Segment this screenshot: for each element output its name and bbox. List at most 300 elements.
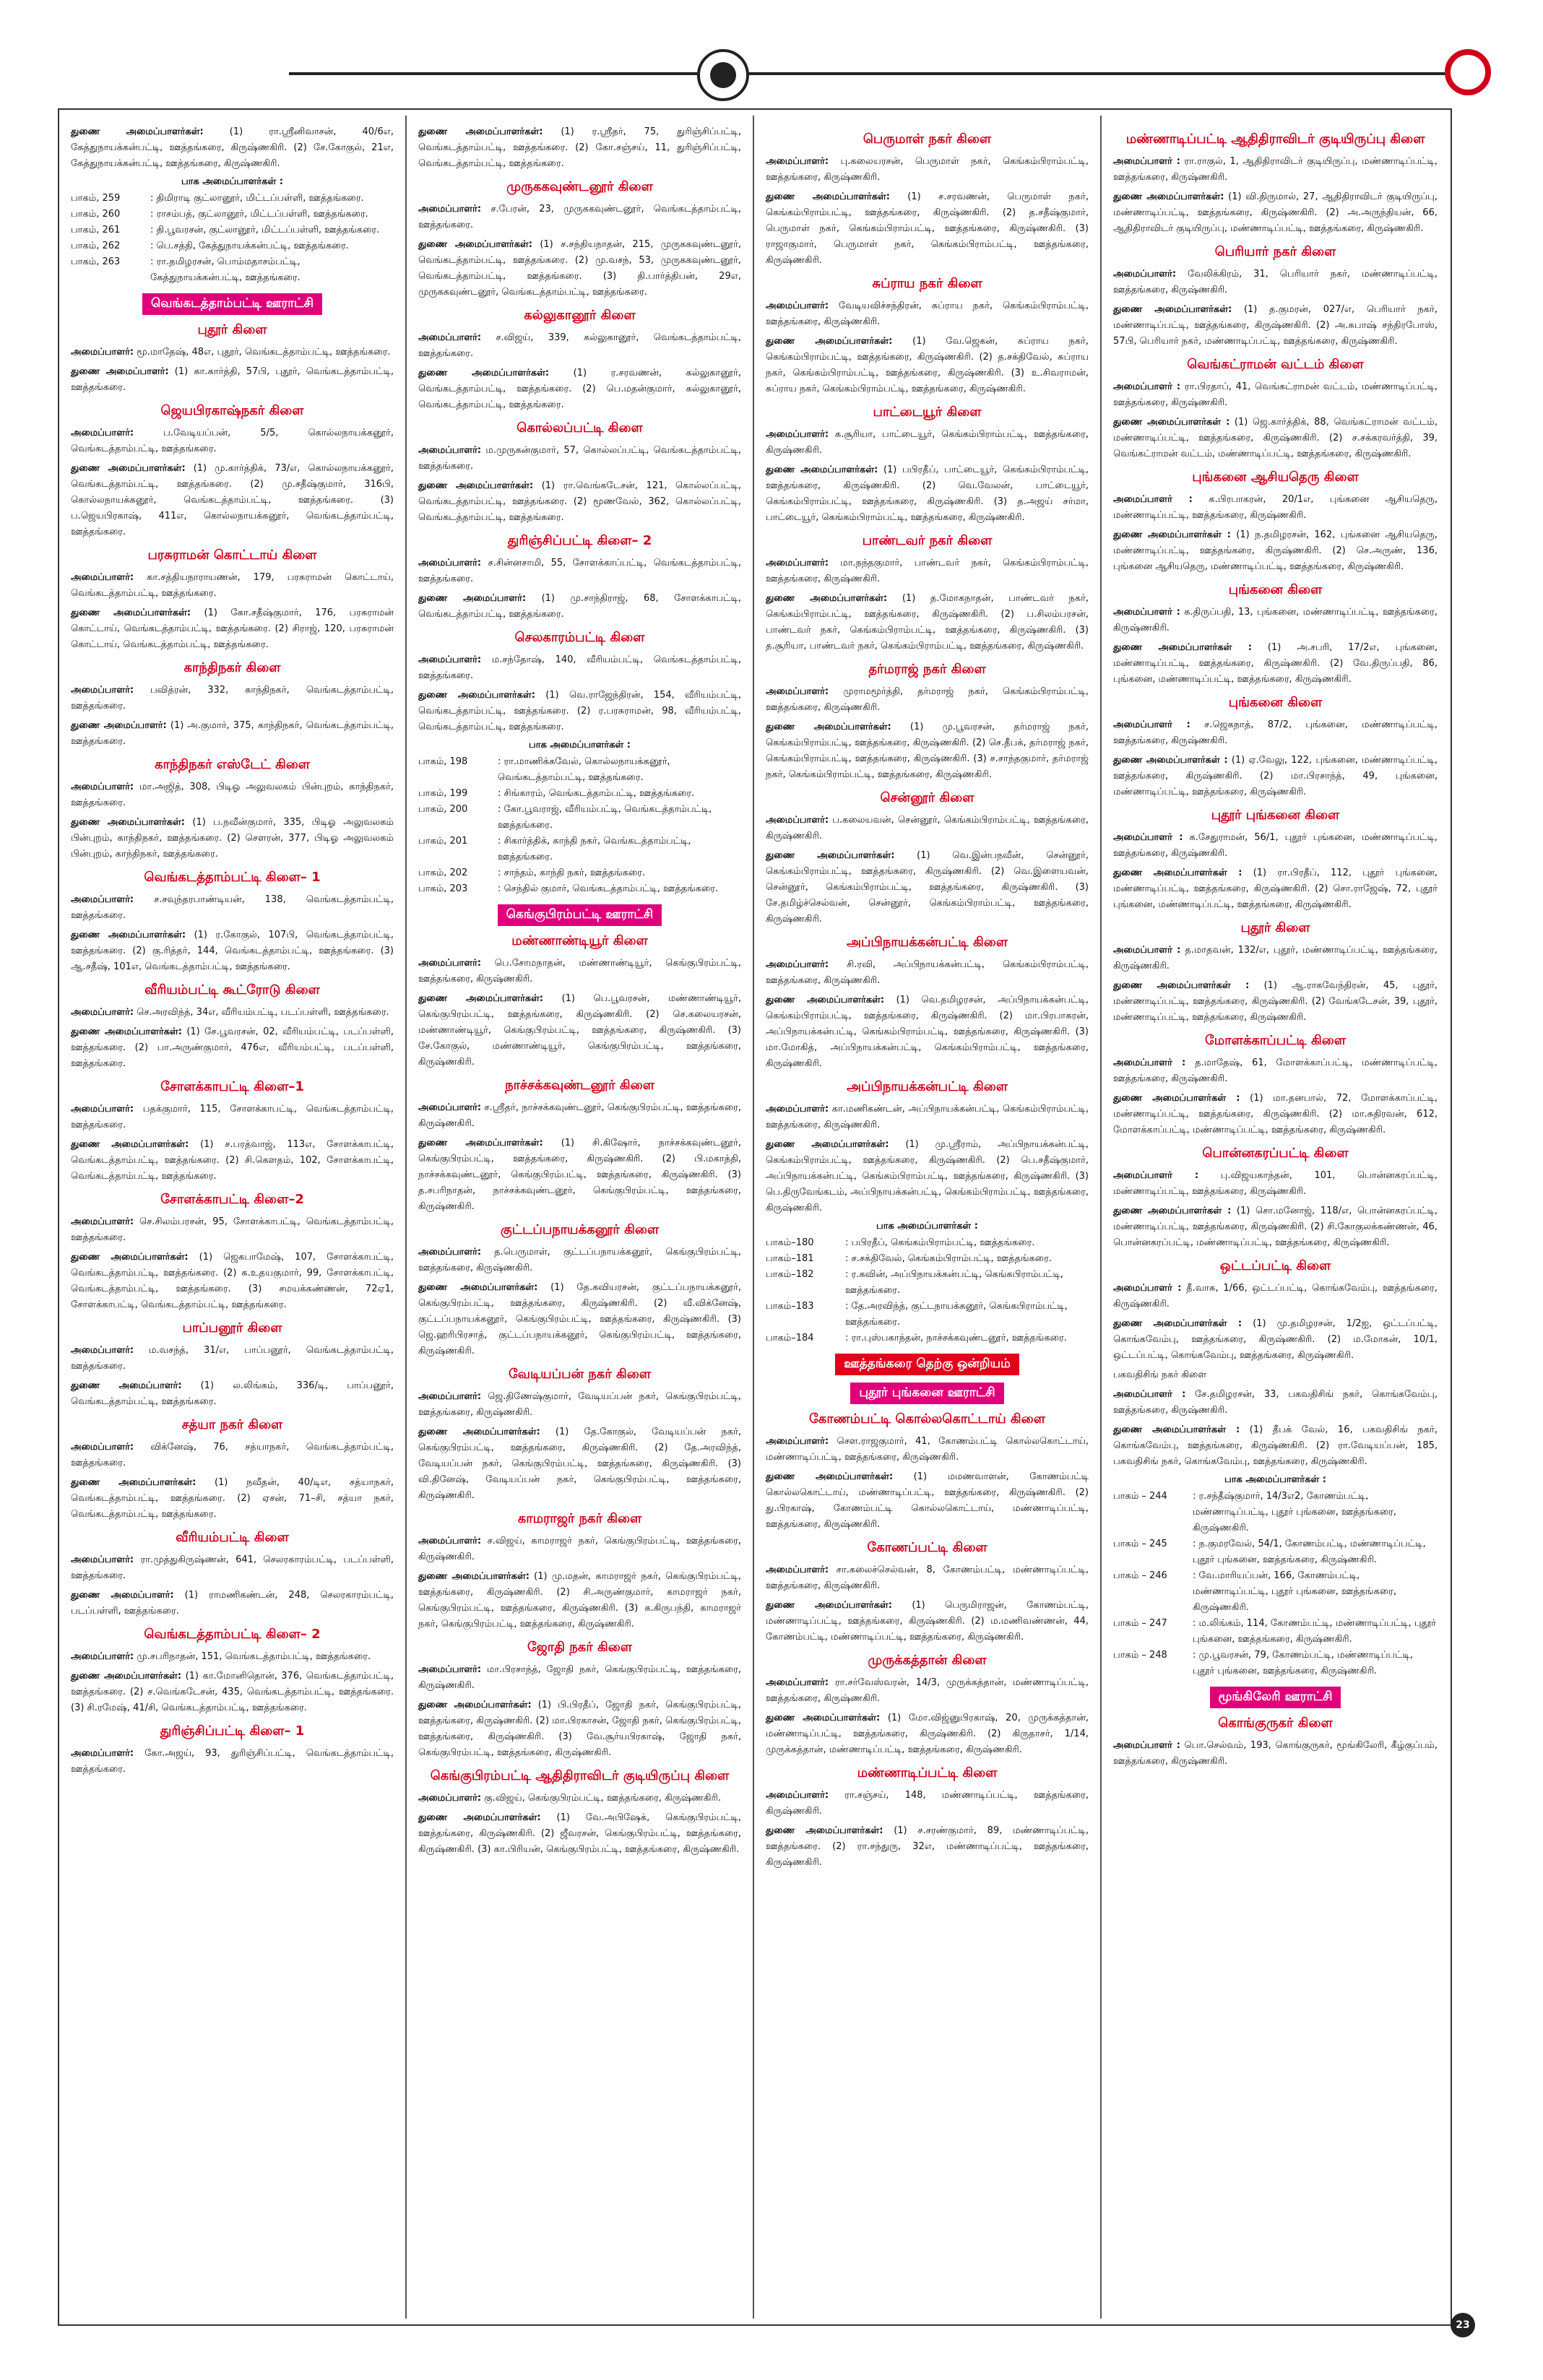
branch-heading: நாச்சக்கவுண்டனூர் கிளை: [505, 1078, 654, 1093]
member-entry: [766, 684, 1089, 716]
member-details: (1) வே.அபிஷேக், கெங்குபிரம்பட்டி, ஊத்தங்கரை, கிருஷ்ணகிரி. (2) ஜீவரசன், கெங்குபிரம்பட்டி, ஊத்தங்கரை, கிருஷ்ணகிரி. (3) கா.பிரியன், கெங்குபிரம்பட்டி, ஊத்தங்கரை, கிருஷ்ணகிரி.: [418, 1812, 741, 1855]
member-entry: [418, 956, 741, 987]
booth-number: பாகம்–184: [766, 1333, 814, 1343]
branch-heading: புதூர் புங்கனை கிளை: [1211, 808, 1340, 823]
member-details: பு.விஜயகாந்தன், 101, பொன்னகரப்பட்டி, மண்ணாடிப்பட்டி, ஊத்தங்கரை, கிருஷ்ணகிரி.: [1113, 1170, 1438, 1197]
role-label: துணை அமைப்பாளர்கள்:: [418, 1282, 538, 1293]
role-label: துணை அமைப்பாளர்:: [418, 593, 527, 604]
member-details: த.பெருமாள், குட்டப்பநாயக்கனூர், கெங்குபிரம்பட்டி, ஊத்தங்கரை, கிருஷ்ணகிரி.: [418, 1247, 741, 1273]
member-details: சி.ரவி, அப்பிநாயக்கன்பட்டி, கெங்கம்பிராம்பட்டி, ஊத்தங்கரை, கிருஷ்ணகிரி.: [766, 959, 1089, 986]
member-details: (1) பெ.பூவரசன், மண்ணாண்டியூர், கெங்குபிரம்பட்டி, ஊத்தங்கரை, கிருஷ்ணகிரி. (2) செ.கலையரசன், மண்ணாண்டியூர், கெங்குபிரம்பட்டி, ஊத்தங்கரை, கிருஷ்ணகிரி. (3) சே.கோகுல், மண்ணாண்டியூர், கெங்குபிரம்பட்டி, ஊத்தங்கரை, கிருஷ்ணகிரி.: [418, 993, 742, 1068]
role-label: துணை அமைப்பாளர்கள்:: [766, 850, 895, 861]
member-entry: [418, 652, 741, 684]
booth-row: [71, 238, 394, 254]
booth-member: : மு.பூவரசன், 79, கோணம்பட்டி, மண்ணாடிப்பட்டி, புதூர் புங்கனை, ஊத்தங்கரை, கிருஷ்ணகிரி.: [1193, 1650, 1413, 1676]
role-label: அமைப்பாளர்:: [766, 1677, 829, 1688]
member-entry: [766, 154, 1089, 186]
member-details: (1) ஜெகபாமேஷ், 107, சோளக்காபட்டி, வெங்கடத்தாம்பட்டி, ஊத்தங்கரை. (2) க.உதயகுமார், 99, சோளக்காபட்டி, வெங்கடத்தாம்பட்டி, ஊத்தங்கரை. (3) சமயக்கண்ணன், 72ஏ1, சோளக்காபட்டி, வெங்கடத்தாம்பட்டி, ஊத்தங்கரை.: [71, 1252, 394, 1310]
role-label: துணை அமைப்பாளர்கள்:: [418, 126, 543, 137]
member-details: (1) ச.சந்தியநாதன், 215, முருககவுண்டனூர், வெங்கடத்தாம்பட்டி, ஊத்தங்கரை. (2) மு.வசந், 53, முருககவுண்டனூர், வெங்கடத்தாம்பட்டி, ஊத்தங்கரை. (3) தி.பார்த்திபன், 29எ, முருககவுண்டனூர், வெங்கடத்தாம்பட்டி, ஊத்தங்கரை.: [418, 239, 742, 298]
role-label: அமைப்பாளர்:: [71, 347, 134, 358]
branch-heading: தர்மராஜ் நகர் கிளை: [868, 662, 986, 677]
role-label: அமைப்பாளர் :: [1113, 1389, 1186, 1400]
member-details: பு.கலையரசன், பெருமாள் நகர், கெங்கம்பிராம்பட்டி, ஊத்தங்கரை, கிருஷ்ணகிரி.: [766, 156, 1089, 183]
member-entry: [766, 1788, 1089, 1819]
member-details: கு.விஜய், கெங்குபிரம்பட்டி, ஊத்தங்கரை, கிருஷ்ணகிரி.: [484, 1793, 722, 1804]
member-details: (1) மமணவாளன், கோணம்பட்டி கொல்லகொட்டாய், மண்ணாடிப்பட்டி, ஊத்தங்கரை, கிருஷ்ணகிரி. (2) து.பிரகாஷ், கோணம்பட்டி கொல்லகொட்டாய், மண்ணாடிப்பட்டி, ஊத்தங்கரை, கிருஷ்ணகிரி.: [766, 1471, 1089, 1530]
booth-row: [418, 834, 741, 865]
member-entry: [766, 719, 1089, 783]
role-label: அமைப்பாளர் :: [1113, 381, 1181, 392]
booth-member: : ம.லிங்கம், 114, கோணம்பட்டி, மண்ணாடிப்பட்டி, புதூர் புங்கனை, ஊத்தங்கரை, கிருஷ்ணகிரி.: [1193, 1618, 1436, 1645]
member-details: (1) வி.திருமால், 27, ஆதிதிராவிடர் குடியிருப்பு, மண்ணாடிப்பட்டி, ஊத்தங்கரை, கிருஷ்ணகிரி. (2) அ.அருந்தியன், 66, ஆதிதிராவிடர் குடியிருப்பு, மண்ணாடிப்பட்டி, ஊத்தங்கரை, கிருஷ்ணகிரி.: [1113, 191, 1438, 234]
panchayat-banner: புதூர் புங்கனை ஊராட்சி: [850, 1382, 1003, 1404]
member-entry: [71, 1137, 394, 1185]
section-subheading: பாக அமைப்பாளர்கள் :: [529, 740, 631, 750]
member-details: ச.சவுந்தரபாண்டியன், 138, வெங்கடத்தாம்பட்டி, ஊத்தங்கரை.: [71, 894, 394, 921]
role-label: துணை அமைப்பாளர்கள்:: [418, 1427, 540, 1437]
member-details: (1) ர.கோகுல், 107பி, வெங்கடத்தாம்பட்டி, ஊத்தங்கரை. (2) கு.ரித்தர், 144, வெங்கடத்தாம்பட்டி, ஊத்தங்கரை. (3) ஆ.சதீஷ், 101எ, வெங்கடத்தாம்பட்டி, ஊத்தங்கரை.: [71, 930, 394, 972]
role-label: துணை அமைப்பாளர்கள் :: [1113, 417, 1230, 428]
member-entry: [766, 992, 1089, 1072]
member-details: வேலிக்கிரம், 31, பெரியார் நகர், மண்ணாடிப்பட்டி, ஊத்தங்கரை, கிருஷ்ணகிரி.: [1113, 269, 1438, 295]
columns: [59, 116, 1451, 2319]
member-details: விக்னேஷ், 76, சத்யாநகர், வெங்கடத்தாம்பட்டி, ஊத்தங்கரை.: [71, 1442, 394, 1468]
booth-row: [1113, 1648, 1438, 1679]
role-label: அமைப்பாளர்:: [1113, 269, 1177, 280]
booth-member: : பபிரதீப், கெங்கம்பிராம்பட்டி, ஊத்தங்கரை.: [845, 1237, 1035, 1248]
branch-heading: ஜெயபிரகாஷ்நகர் கிளை: [160, 403, 304, 418]
booth-member: : ர.கவின், அப்பிநாயக்கன்பட்டி, கெங்கபிராம்பட்டி, ஊத்தங்கரை.: [845, 1269, 1063, 1296]
page-number-badge: 23: [1451, 2313, 1475, 2337]
role-label: துணை அமைப்பாளர்கள்:: [71, 1477, 196, 1488]
role-label: துணை அமைப்பாளர்கள்:: [766, 1600, 892, 1611]
role-label: அமைப்பாளர்:: [766, 1104, 829, 1115]
member-entry: [71, 815, 394, 862]
role-label: துணை அமைப்பாளர்கள்:: [418, 1138, 543, 1148]
booth-row: [71, 207, 394, 222]
member-details: (1) சே.பூவரசன், 02, வீரியம்பட்டி, படப்பள்ளி, ஊத்தங்கரை. (2) பா.அருண்குமார், 476எ, வீரியம்பட்டி, படப்பள்ளி, ஊத்தங்கரை.: [71, 1026, 394, 1069]
branch-heading: குட்டப்பநாயக்கனூர் கிளை: [500, 1222, 660, 1237]
role-label: அமைப்பாளர்:: [71, 1651, 134, 1662]
role-label: அமைப்பாளர்:: [71, 1345, 134, 1356]
booth-row: [418, 881, 741, 897]
member-entry: [766, 555, 1089, 587]
role-label: அமைப்பாளர்:: [418, 1664, 482, 1675]
member-details: (1) வெ.தமிழரசன், அப்பிநாயக்கன்பட்டி, கெங்கம்பிராம்பட்டி, ஊத்தங்கரை, கிருஷ்ணகிரி. (2) மா.பிரபாகரன், அப்பிநாயக்கன்பட்டி, கெங்கம்பிராம்பட்டி, ஊத்தங்கரை, கிருஷ்ணகிரி. (3) மா.மோகித், அப்பிநாயக்கன்பட்டி, கெங்கம்பிராம்பட்டி, ஊத்தங்கரை, கிருஷ்ணகிரி.: [766, 995, 1089, 1069]
member-details: (1) மு.தமிழரசன், 1/2ஐ, ஒட்டப்பட்டி, கொங்கவேம்பு, ஊத்தங்கரை, கிருஷ்ணகிரி. (2) ம.மோகன், 10/1, ஒட்டப்பட்டி, கொங்கவேம்பு, ஊத்தங்கரை, கிருஷ்ணகிரி.: [1113, 1318, 1438, 1361]
role-label: அமைப்பாளர்:: [418, 445, 482, 456]
member-details: ஜெ.திணேஷ்குமார், வேடியப்பன் நகர், கெங்குபிரம்பட்டி, ஊத்தங்கரை, கிருஷ்ணகிரி.: [418, 1391, 741, 1418]
member-details: (1) ஆ.ராகவேந்திரன், 45, புதூர், மண்ணாடிப்பட்டி, ஊத்தங்கரை, கிருஷ்ணகிரி. (2) வேங்கடேசன், 39, புதூர், மண்ணாடிப்பட்டி, ஊத்தங்கரை, கிருஷ்ணகிரி.: [1113, 980, 1438, 1023]
booth-row: [1113, 1616, 1438, 1648]
branch-heading: புதூர் கிளை: [197, 322, 267, 337]
booth-number: பாகம்–180: [766, 1237, 814, 1248]
booth-row: [71, 254, 394, 286]
booth-number: பாகம், 199: [418, 788, 468, 799]
member-details: க.திருப்பதி, 13, புங்கனை, மண்ணாடிப்பட்டி, ஊத்தங்கரை, கிருஷ்ணகிரி.: [1113, 607, 1438, 633]
member-entry: [418, 1135, 741, 1215]
member-details: (1) ராமணிகண்டன், 248, செலரகாரம்பட்டி, படப்பள்ளி, ஊத்தங்கரை.: [71, 1590, 394, 1617]
member-details: (1) ரா.வெங்கடேசன், 121, கொல்லப்பட்டி, வெங்கடத்தாம்பட்டி, ஊத்தங்கரை. (2) மூணவேல், 362, கொல்லப்பட்டி, வெங்கடத்தாம்பட்டி, ஊத்தங்கரை.: [418, 480, 742, 523]
role-label: துணை அமைப்பாளர்கள்:: [71, 1026, 182, 1037]
member-details: (1) வே.ஜெகன், சுப்ராய நகர், கெங்கம்பிராம்பட்டி, ஊத்தங்கரை, கிருஷ்ணகிரி. (2) த.சக்திவேல், சுப்ராய நகர், கெங்கம்பிராம்பட்டி, ஊத்தங்கரை, கிருஷ்ணகிரி. (3) உ.சிவராமன், சுப்ராய நகர், கெங்கம்பிராம்பட்டி, ஊத்தங்கரை, கிருஷ்ணகிரி.: [766, 336, 1089, 394]
member-details: (1) ர.ஸ்ரீதர், 75, துரிஞ்சிப்பட்டி, வெங்கடத்தாம்பட்டி, ஊத்தங்கரை. (2) கோ.சஞ்சய், 11, துரிஞ்சிப்பட்டி, வெங்கடத்தாம்பட்டி, ஊத்தங்கரை.: [418, 126, 741, 169]
booth-member: : ரா.மாணிக்கவேல், கொல்லநாயக்கனூர், வெங்கடத்தாம்பட்டி, ஊத்தங்கரை.: [498, 756, 670, 783]
member-entry: [71, 345, 394, 360]
member-details: ரா.சஞ்சய், 148, மண்ணாடிப்பட்டி, ஊத்தங்கரை, கிருஷ்ணகிரி.: [766, 1790, 1089, 1817]
booth-row: [71, 222, 394, 238]
member-entry: [71, 683, 394, 714]
branch-heading: கொல்லப்பட்டி கிளை: [517, 420, 643, 436]
member-entry: [418, 688, 741, 735]
member-entry: [71, 1588, 394, 1619]
booth-number: பாகம், 202: [418, 867, 468, 878]
branch-heading: செலகாரம்பட்டி கிளை: [514, 630, 645, 645]
branch-heading: புங்கனை ஆசியதெரு கிளை: [1192, 469, 1359, 485]
role-label: துணை அமைப்பாளர்கள் :: [1113, 529, 1231, 540]
branch-heading: துரிஞ்சிப்பட்டி கிளை– 2: [507, 533, 652, 548]
branch-heading: மண்ணாடிப்பட்டி ஆதிதிராவிடர் குடியிருப்பு கிளை: [1125, 131, 1425, 147]
role-label: துணை அமைப்பாளர்கள்:: [766, 191, 890, 202]
member-details: (1) மு.மதன், காமராஜர் நகர், கெங்குபிரம்பட்டி, ஊத்தங்கரை, கிருஷ்ணகிரி. (2) சி.அருண்குமார், காமராஜர் நகர், கெங்குபிரம்பட்டி, ஊத்தங்கரை, கிருஷ்ணகிரி. (3) க.கிருபந்தி, காமராஜர் நகர், கெங்குபிரம்பட்டி, ஊத்தங்கரை, கிருஷ்ணகிரி.: [418, 1571, 741, 1630]
member-entry: [71, 1214, 394, 1246]
panchayat-banner: கெங்குபிரம்பட்டி ஊராட்சி: [498, 904, 662, 926]
role-label: அமைப்பாளர் :: [1113, 719, 1190, 730]
booth-number: பாகம் – 245: [1113, 1539, 1167, 1549]
role-label: அமைப்பாளர்:: [766, 300, 829, 311]
member-entry: [71, 1746, 394, 1778]
role-label: துணை அமைப்பாளர்கள் :: [1113, 1206, 1232, 1216]
role-label: துணை அமைப்பாளர்கள்:: [418, 993, 544, 1004]
member-entry: [71, 1024, 394, 1072]
role-label: துணை அமைப்பாளர்கள்:: [71, 817, 185, 828]
role-label: துணை அமைப்பாளர்கள் :: [1113, 867, 1242, 878]
branch-heading: புங்கனை கிளை: [1228, 582, 1323, 597]
role-label: துணை அமைப்பாளர்கள் :: [1113, 1318, 1242, 1329]
member-details: (1) அ.குமார், 375, காந்திநகர், வெங்கடத்தாம்பட்டி, ஊத்தங்கரை.: [71, 720, 394, 747]
section-subheading: பாக அமைப்பாளர்கள் :: [181, 176, 283, 187]
member-entry: [766, 427, 1089, 459]
role-label: துணை அமைப்பாளர்கள்:: [71, 1252, 189, 1263]
booth-member: : தே.அரவிந்த், குட்டநாயக்கனூர், கெங்கபிராம்பட்டி, ஊத்தங்கரை.: [845, 1301, 1068, 1328]
role-label: துணை அமைப்பாளர்கள்:: [71, 1671, 182, 1682]
role-label: துணை அமைப்பாளர்கள்:: [71, 607, 191, 618]
member-entry: [1113, 753, 1438, 800]
member-entry: [71, 779, 394, 811]
section-subheading: பாக அமைப்பாளர்கள் :: [876, 1221, 978, 1232]
role-label: துணை அமைப்பாளர்கள் :: [1113, 1093, 1240, 1104]
member-details: மு.சபரிநாதன், 151, வெங்கடத்தாம்பட்டி, ஊத்தங்கரை.: [137, 1651, 371, 1662]
branch-heading: அப்பிநாயக்கன்பட்டி கிளை: [846, 935, 1008, 950]
role-label: துணை அமைப்பாளர்கள்:: [766, 1825, 883, 1836]
branch-heading: சத்யா நகர் கிளை: [181, 1417, 283, 1432]
member-details: (1) கா.மோனிதொன், 376, வெங்கடத்தாம்பட்டி, ஊத்தங்கரை. (2) ச.வெங்கடேசன், 435, வெங்கடத்தாம்பட்டி, ஊத்தங்கரை. (3) சி.ரமேஷ், 41/சி, வெங்கடத்தாம்பட்டி, ஊத்தங்கரை.: [71, 1671, 394, 1713]
member-details: கோ.அஜய், 93, துரிஞ்சிப்பட்டி, வெங்கடத்தாம்பட்டி, ஊத்தங்கரை.: [71, 1748, 394, 1775]
role-label: துணை அமைப்பாளர்கள்:: [766, 1139, 889, 1150]
section-subheading: பாக அமைப்பாளர்கள் :: [1224, 1474, 1326, 1485]
member-details: (1) மு.சாந்திராஜ், 68, சோளக்காபட்டி, வெங்கடத்தாம்பட்டி, ஊத்தங்கரை.: [418, 593, 742, 620]
member-details: மா.நந்தகுமார், பாண்டவர் நகர், கெங்கம்பிராம்பட்டி, ஊத்தங்கரை, கிருஷ்ணகிரி.: [766, 558, 1089, 584]
member-details: (1) த.மோகநாதன், பாண்டவர் நகர், கெங்கம்பிராம்பட்டி, ஊத்தங்கரை, கிருஷ்ணகிரி. (2) ப.சிலம்பரசன், பாண்டவர் நகர், கெங்கம்பிராம்பட்டி, ஊத்தங்கரை, கிருஷ்ணகிரி. (3) த.சூரியா, பாண்டவர் நகர், கெங்கம்பிராம்பட்டி, ஊத்தங்கரை, கிருஷ்ணகிரி.: [766, 593, 1089, 652]
branch-heading: சென்னூர் கிளை: [880, 790, 974, 805]
role-label: துணை அமைப்பாளர்கள்:: [71, 463, 186, 474]
member-details: பவித்ரன், 332, காந்திநகர், வெங்கடத்தாம்பட்டி, ஊத்தங்கரை.: [71, 685, 394, 711]
role-label: அமைப்பாளர்:: [71, 1748, 134, 1759]
role-label: துணை அமைப்பாளர்கள்:: [1113, 191, 1224, 202]
member-entry: [418, 1245, 741, 1276]
member-details: (1) நவீதன், 40/டிஎ, சத்யாநகர், வெங்கடத்தாம்பட்டி, ஊத்தங்கரை. (2) ஏசன், 71–சி, சத்யா நகர், வெங்கடத்தாம்பட்டி, ஊத்தங்கரை.: [71, 1477, 394, 1520]
booth-row: [766, 1251, 1089, 1267]
booth-member: : திமிராடி குட்லானூர், மிட்டப்பள்ளி, ஊத்தங்கரை.: [150, 193, 364, 204]
member-entry: [71, 1475, 394, 1523]
member-details: ரா.சர்வேஸ்வரன், 14/3, முருக்கத்தான், மண்ணாடிப்பட்டி, ஊத்தங்கரை, கிருஷ்ணகிரி.: [766, 1677, 1089, 1704]
member-details: (1) மு.கார்த்திக், 73/எ, கொல்லநாயக்கனூர், வெங்கடத்தாம்பட்டி, ஊத்தங்கரை. (2) மு.சதீஷ்குமார், 316பி, கொல்லநாயக்கனூர், வெங்கடத்தாம்பட்டி, ஊத்தங்கரை. (3) ப.ஜெயபிரகாஷ், 411எ, கொல்லநாயக்கனூர், வெங்கடத்தாம்பட்டி, ஊத்தங்கரை.: [71, 463, 394, 537]
branch-heading: சோளக்காபட்டி கிளை–1: [160, 1079, 304, 1094]
role-label: துணை அமைப்பாளர்:: [71, 1590, 174, 1601]
member-entry: [418, 555, 741, 587]
role-label: அமைப்பாளர்:: [766, 156, 829, 167]
role-label: அமைப்பாளர் :: [1113, 945, 1181, 956]
role-label: துணை அமைப்பாளர்கள்:: [766, 722, 891, 732]
member-entry: [766, 813, 1089, 844]
member-details: ச.பேரன், 23, முருககவுண்டனூர், வெங்கடத்தாம்பட்டி, ஊத்தங்கரை.: [418, 204, 741, 230]
member-details: ம.சந்தோஷ், 140, வீரியம்பட்டி, வெங்கடத்தாம்பட்டி, ஊத்தங்கரை.: [418, 654, 741, 681]
branch-heading: மோளக்காப்பட்டி கிளை: [1204, 1033, 1347, 1048]
branch-heading: காமராஜர் நகர் கிளை: [517, 1511, 642, 1526]
member-entry: [418, 365, 741, 413]
role-label: அமைப்பாளர்:: [418, 1391, 482, 1402]
branch-heading: சோளக்காபட்டி கிளை–2: [160, 1192, 304, 1207]
member-entry: [71, 718, 394, 750]
booth-number: பாகம், 263: [71, 256, 121, 267]
member-entry: [1113, 830, 1438, 862]
member-entry: [1113, 605, 1438, 636]
role-label: அமைப்பாளர்:: [766, 815, 829, 826]
role-label: அமைப்பாளர்:: [71, 685, 134, 696]
role-label: அமைப்பாளர் :: [1113, 1740, 1180, 1751]
booth-number: பாகம் – 248: [1113, 1650, 1167, 1661]
member-details: த.மாதேஷ், 61, மோளக்காப்பட்டி, மண்ணாடிப்பட்டி, ஊத்தங்கரை, கிருஷ்ணகிரி.: [1113, 1057, 1438, 1084]
member-entry: [766, 334, 1089, 397]
member-entry: [766, 1469, 1089, 1533]
role-label: துணை அமைப்பாளர்கள்:: [766, 464, 878, 475]
member-entry: [1113, 1422, 1438, 1470]
branch-heading: மண்ணாண்டியூர் கிளை: [511, 933, 648, 948]
member-details: ரா.ராகுல், 1, ஆதிதிராவிடர் குடியிருப்பு, மண்ணாடிப்பட்டி, ஊத்தங்கரை, கிருஷ்ணகிரி.: [1113, 156, 1438, 183]
member-entry: [418, 1810, 741, 1858]
member-details: கா.சத்தியநாராயணன், 179, பரசுராமன் கொட்டாய், வெங்கடத்தாம்பட்டி, ஊத்தங்கரை.: [71, 572, 394, 599]
branch-heading: மண்ணாடிப்பட்டி கிளை: [857, 1765, 998, 1780]
member-entry: [418, 1100, 741, 1132]
role-label: துணை அமைப்பாளர்:: [71, 720, 167, 731]
member-entry: [766, 1710, 1089, 1758]
branch-heading: ஜோதி நகர் கிளை: [527, 1640, 632, 1655]
booth-number: பாகம் – 244: [1113, 1491, 1167, 1502]
member-entry: [71, 1250, 394, 1313]
branch-heading: வெங்கடத்தாம்பட்டி கிளை– 1: [144, 870, 321, 885]
member-details: ச.ஸ்ரீதர், நாச்சக்கவுண்டனூர், கெங்குபிரம்பட்டி, ஊத்தங்கரை, கிருஷ்ணகிரி.: [418, 1102, 741, 1129]
branch-heading: அப்பிநாயக்கன்பட்டி கிளை: [846, 1079, 1008, 1094]
member-entry: [418, 1533, 741, 1565]
booth-number: பாகம், 201: [418, 836, 468, 847]
booth-member: : ரா.தமிழரசன், பொம்மதாசம்பட்டி, கேத்துநாயக்கன்பட்டி, ஊத்தங்கரை.: [150, 256, 301, 283]
booth-number: பாகம் – 246: [1113, 1570, 1167, 1581]
branch-heading: வீரியம்பட்டி கூட்ரோடு கிளை: [144, 982, 320, 998]
member-entry: [766, 1102, 1089, 1133]
member-entry: [766, 591, 1089, 654]
member-entry: [1113, 1281, 1438, 1312]
member-entry: [1113, 865, 1438, 913]
column-4: [1102, 116, 1449, 2319]
role-label: அமைப்பாளர் :: [1113, 156, 1180, 167]
member-entry: [1113, 978, 1438, 1026]
role-label: துணை அமைப்பாளர்கள்:: [418, 480, 534, 491]
booth-row: [71, 191, 394, 207]
booth-number: பாகம், 259: [71, 193, 121, 204]
role-label: துணை அமைப்பாளர்கள்:: [766, 1471, 894, 1482]
column-1: [59, 116, 407, 2319]
red-circle-icon: [1445, 49, 1491, 95]
member-entry: [1113, 1091, 1438, 1138]
booth-row: [418, 802, 741, 834]
member-details: முராமமூர்த்தி, தர்மராஜ் நகர், கெங்கம்பிராம்பட்டி, ஊத்தங்கரை, கிருஷ்ணகிரி.: [766, 686, 1089, 713]
member-details: மா.பிரசாந்த், ஜோதி நகர், கெங்குபிரம்பட்டி, ஊத்தங்கரை, கிருஷ்ணகிரி.: [418, 1664, 741, 1691]
member-entry: [71, 425, 394, 457]
branch-heading: கெங்குபிரம்பட்டி ஆதிதிராவிடர் குடியிருப்பு கிளை: [430, 1768, 730, 1783]
booth-member: : வே.மாரியப்பன், 166, கோணம்பட்டி, மண்ணாடிப்பட்டி, புதூர் புங்கனை, ஊத்தங்கரை, கிருஷ்ணகிரி.: [1193, 1570, 1396, 1613]
member-details: (1) மா.தனபால், 72, மோளக்காப்பட்டி, மண்ணாடிப்பட்டி, ஊத்தங்கரை, கிருஷ்ணகிரி. (2) மா.சுதிரவன், 612, மோளக்காப்பட்டி, மண்ணாடிப்பட்டி, ஊத்தங்கரை, கிருஷ்ணகிரி.: [1113, 1093, 1438, 1135]
role-label: அமைப்பாளர்:: [766, 558, 829, 568]
role-label: அமைப்பாளர்:: [766, 1436, 829, 1447]
member-entry: [418, 1280, 741, 1359]
role-label: அமைப்பாளர்:: [766, 686, 829, 697]
role-label: அமைப்பாளர் :: [1113, 607, 1180, 618]
booth-row: [1113, 1568, 1438, 1616]
member-entry: [1113, 1738, 1438, 1770]
role-label: துணை அமைப்பாளர்கள்:: [766, 995, 885, 1005]
branch-heading: துரிஞ்சிப்பட்டி கிளை– 1: [160, 1723, 305, 1739]
branch-heading: பெரியார் நகர் கிளை: [1214, 244, 1336, 259]
role-label: அமைப்பாளர்:: [418, 654, 482, 665]
member-details: (1) த.குமரன், 027/எ, பெரியார் நகர், மண்ணாடிப்பட்டி, ஊத்தங்கரை, கிருஷ்ணகிரி. (2) அ.சுபாஷ் சந்திரபோஸ், 57பி, பெரியார் நகர், மண்ணாடிப்பட்டி, ஊத்தங்கரை, கிருஷ்ணகிரி.: [1113, 304, 1438, 347]
member-entry: [766, 298, 1089, 330]
member-details: (1) ர.சரவணன், கல்லுகானூர், வெங்கடத்தாம்பட்டி, ஊத்தங்கரை. (2) பெ.மதன்குமார், கல்லுகானூர், வெங்கடத்தாம்பட்டி, ஊத்தங்கரை.: [418, 368, 742, 410]
branch-heading: கல்லுகானூர் கிளை: [524, 308, 636, 323]
branch-heading: பரசுராமன் கொட்டாய் கிளை: [147, 548, 317, 563]
role-label: அமைப்பாளர்:: [418, 1793, 482, 1804]
booth-member: : சிங்காரம், வெங்கடத்தாம்பட்டி, ஊத்தங்கரை.: [498, 788, 695, 799]
role-label: துணை அமைப்பாளர்:: [71, 1380, 182, 1391]
booth-row: [766, 1299, 1089, 1330]
role-label: துணை அமைப்பாளர்கள்:: [418, 1700, 532, 1710]
member-entry: [1113, 1316, 1438, 1364]
booth-number: பாகம், 198: [418, 756, 468, 767]
booth-member: : ராசம்பத், குட்லானூர், மிட்டப்பள்ளி, ஊத்தங்கரை.: [150, 209, 368, 220]
member-details: (1) பபிரதீப், பாட்டையூர், கெங்கம்பிராம்பட்டி, ஊத்தங்கரை, கிருஷ்ணகிரி. (2) வெ.வேலன், பாட்டையூர், கெங்கம்பிராம்பட்டி, ஊத்தங்கரை, கிருஷ்ணகிரி. (3) த.அஜய் சர்மா, பாட்டையூர், கெங்கம்பிராம்பட்டி, ஊத்தங்கரை, கிருஷ்ணகிரி.: [766, 464, 1089, 523]
member-details: (1) ஏ.வேலு, 122, புங்கனை, மண்ணாடிப்பட்டி, ஊத்தங்கரை, கிருஷ்ணகிரி. (2) மா.பிரசாந்த், 49, புங்கனை, மண்ணாடிப்பட்டி, ஊத்தங்கரை, கிருஷ்ணகிரி.: [1113, 755, 1438, 797]
member-entry: [418, 1791, 741, 1806]
role-label: அமைப்பாளர்:: [71, 1104, 134, 1115]
member-entry: [1113, 302, 1438, 350]
member-entry: [1113, 492, 1438, 524]
member-entry: [71, 1343, 394, 1375]
member-details: ப.கலையவன், சென்னூர், கெங்கம்பிராம்பட்டி, ஊத்தங்கரை, கிருஷ்ணகிரி.: [766, 815, 1089, 841]
member-entry: [1113, 189, 1438, 237]
branch-heading: கோணம்பட்டி கொல்லகொட்டாய் கிளை: [809, 1411, 1045, 1427]
role-label: அமைப்பாளர்:: [766, 959, 829, 970]
booth-row: [1113, 1536, 1438, 1568]
member-entry: [71, 605, 394, 653]
member-details: சௌ.ராஜகுமார், 41, கோணம்பட்டி கொல்லகொட்டாய், மண்ணாடிப்பட்டி, ஊத்தங்கரை, கிருஷ்ணகிரி.: [766, 1436, 1089, 1463]
role-label: அமைப்பாளர் :: [1113, 494, 1193, 505]
member-details: (1) தே.கவியரசன், குட்டப்பநாயக்கனூர், கெங்குபிரம்பட்டி, ஊத்தங்கரை, கிருஷ்ணகிரி. (2) வீ.விக்னேஷ், குட்டப்பநாயக்கனூர், கெங்குபிரம்பட்டி, ஊத்தங்கரை, கிருஷ்ணகிரி. (3) ஜெ.ஹரிபிரசாத், குட்டப்பநாயக்கனூர், கெங்குபிரம்பட்டி, ஊத்தங்கரை, கிருஷ்ணகிரி.: [418, 1282, 741, 1356]
booth-member: : பெ.சத்தி, கேத்துநாயக்கன்பட்டி, ஊத்தங்கரை.: [150, 241, 349, 251]
role-label: துணை அமைப்பாளர்கள்:: [766, 593, 888, 604]
member-entry: [1113, 717, 1438, 749]
booth-member: : ந.குமரவேல், 54/1, கோணம்பட்டி, மண்ணாடிப்பட்டி, புதூர் புங்கனை, ஊத்தங்கரை, கிருஷ்ணகிரி.: [1193, 1539, 1426, 1565]
booth-number: பாகம் – 247: [1113, 1618, 1167, 1629]
member-entry: [1113, 154, 1438, 186]
member-entry: [766, 1823, 1089, 1871]
booth-member: : தி.பூவரசன், குட்லானூர், மிட்டப்பள்ளி, ஊத்தங்கரை.: [150, 225, 380, 235]
member-details: (1) மு.ஸ்ரீராம், அப்பிநாயக்கன்பட்டி, கெங்கம்பிராம்பட்டி, ஊத்தங்கரை, கிருஷ்ணகிரி. (2) பெ.சதீஷ்குமார், அப்பிநாயக்கன்பட்டி, கெங்கம்பிராம்பட்டி, ஊத்தங்கரை, கிருஷ்ணகிரி. (3) பெ.திருவேங்கடம், அப்பிநாயக்கன்பட்டி, கெங்கம்பிராம்பட்டி, ஊத்தங்கரை, கிருஷ்ணகிரி.: [766, 1139, 1089, 1213]
branch-heading: பொன்னகரப்பட்டி கிளை: [1202, 1146, 1349, 1161]
booth-member: : சாந்தம், காந்தி நகர், ஊத்தங்கரை.: [498, 867, 646, 878]
booth-number: பாகம்–183: [766, 1301, 814, 1312]
member-entry: [766, 1675, 1089, 1707]
branch-heading: கோணப்பட்டி கிளை: [867, 1540, 987, 1555]
member-details: பெ.சோமநாதன், மண்ணாண்டியூர், கெங்குபிரம்பட்டி, ஊத்தங்கரை, கிருஷ்ணகிரி.: [418, 958, 741, 985]
member-details: க.சேதுராமன், 56/1, புதூர் புங்கனை, மண்ணாடிப்பட்டி, ஊத்தங்கரை, கிருஷ்ணகிரி.: [1113, 832, 1438, 859]
role-label: துணை அமைப்பாளர்கள்:: [71, 126, 204, 137]
member-details: ச.ஜெகநாத், 87/2, புங்கனை, மண்ணாடிப்பட்டி, ஊத்தங்கரை, கிருஷ்ணகிரி.: [1113, 719, 1438, 746]
member-entry: [1113, 1203, 1438, 1251]
member-entry: [766, 1562, 1089, 1594]
member-entry: [71, 1669, 394, 1716]
branch-heading: ஒட்டப்பட்டி கிளை: [1219, 1258, 1331, 1273]
role-label: அமைப்பாளர்:: [418, 332, 482, 343]
member-details: (1) ந.தமிழரசன், 162, புங்கனை ஆசியதெரு, மண்ணாடிப்பட்டி, ஊத்தங்கரை, கிருஷ்ணகிரி. (2) செ.அருண், 136, புங்கனை ஆசியதெரு, மண்ணாடிப்பட்டி, ஊத்தங்கரை, கிருஷ்ணகிரி.: [1113, 529, 1438, 572]
booth-row: [1113, 1489, 1438, 1536]
branch-heading: வெங்கடத்தாம்பட்டி கிளை– 2: [144, 1627, 321, 1642]
booth-row: [418, 754, 741, 786]
booth-row: [418, 786, 741, 802]
member-details: ரா.பிரதாப், 41, வெங்கட்ராமன் வட்டம், மண்ணாடிப்பட்டி, ஊத்தங்கரை, கிருஷ்ணகிரி.: [1113, 381, 1438, 408]
branch-heading: பெருமாள் நகர் கிளை: [863, 131, 992, 147]
role-label: அமைப்பாளர்:: [418, 1536, 482, 1546]
member-details: ம.வசந்த், 31/எ, பாப்பனூர், வெங்கடத்தாம்பட்டி, ஊத்தங்கரை.: [71, 1345, 394, 1372]
header-rule: [289, 72, 1452, 75]
member-entry: [766, 1598, 1089, 1645]
member-details: பதக்குமார், 115, சோளக்காபட்டி, வெங்கடத்தாம்பட்டி, ஊத்தங்கரை.: [71, 1104, 394, 1130]
member-entry: [1113, 415, 1438, 462]
role-label: அமைப்பாளர்:: [71, 1554, 134, 1565]
member-entry: [418, 1424, 741, 1504]
member-details: (1) பி.பிரதீப், ஜோதி நகர், கெங்குபிரம்பட்டி, ஊத்தங்கரை, கிருஷ்ணகிரி. (2) மா.பிரகாசன், ஜோதி நகர், கெங்குபிரம்பட்டி, ஊத்தங்கரை, கிருஷ்ணகிரி. (3) வே.சூர்யபிரகாஷ், ஜோதி நகர், கெங்குபிரம்பட்டி, ஊத்தங்கரை, கிருஷ்ணகிரி.: [418, 1700, 741, 1758]
member-details: சே.தமிழரசன், 33, பகவதிசிங் நகர், கொங்கவேம்பு, ஊத்தங்கரை, கிருஷ்ணகிரி.: [1113, 1389, 1438, 1416]
panchayat-banner: வெங்கடத்தாம்பட்டி ஊராட்சி: [142, 293, 322, 315]
member-entry: [71, 1378, 394, 1410]
member-details: ச.விஜய், காமராஜர் நகர், கெங்குபிரம்பட்டி, ஊத்தங்கரை, கிருஷ்ணகிரி.: [418, 1536, 741, 1562]
booth-number: பாகம், 261: [71, 225, 121, 235]
role-label: துணை அமைப்பாளர்கள்:: [766, 336, 893, 347]
member-details: (1) கோ.சதீஷ்குமார், 176, பரசுராமன் கொட்டாய், வெங்கடத்தாம்பட்டி, ஊத்தங்கரை. (2) சிராஜ், 120, பரசுராமன் கொட்டாய், வெங்கடத்தாம்பட்டி, ஊத்தங்கரை.: [71, 607, 394, 650]
member-details: (1) தீபக் வேல், 16, பகவதிசிங் நகர், கொங்கவேம்பு, ஊத்தங்கரை, கிருஷ்ணகிரி. (2) ரா.வேடியப்பன், 185, பகவதிசிங் நகர், கொங்கவேம்பு, ஊத்தங்கரை, கிருஷ்ணகிரி.: [1113, 1424, 1438, 1467]
member-entry: [418, 237, 741, 300]
member-entry: [1113, 1168, 1438, 1200]
branch-heading: காந்திநகர் எஸ்டேட் கிளை: [154, 757, 311, 772]
